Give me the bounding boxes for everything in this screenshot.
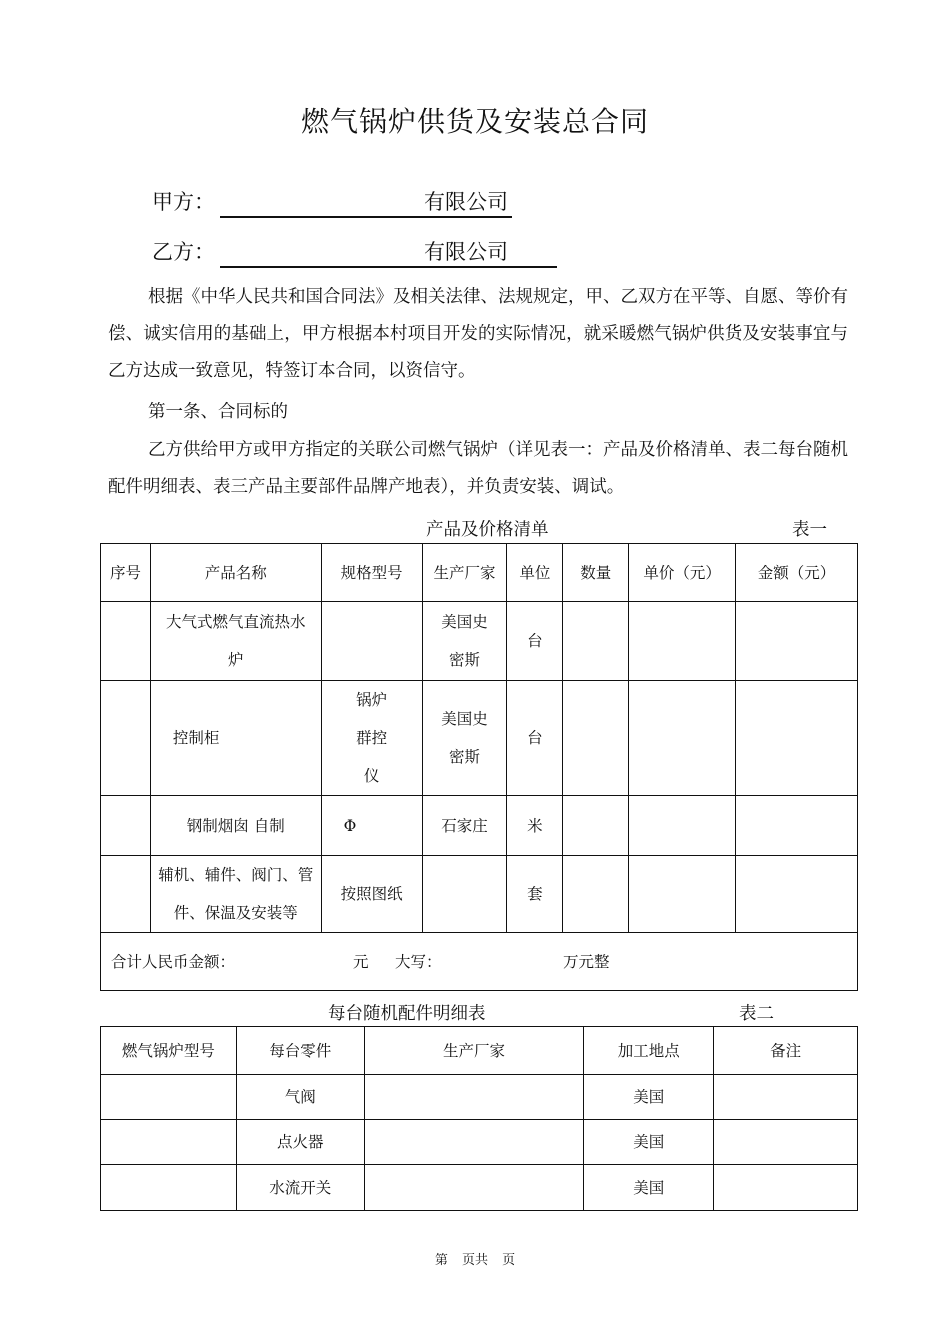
unit-price-cell [629, 856, 736, 933]
model-cell [321, 602, 422, 681]
intro-paragraph: 根据《中华人民共和国合同法》及相关法律、法规规定，甲、乙双方在平等、自愿、等价有偿、诚实信用的基础上，甲方根据本村项目开发的实际情况，就采暖燃气锅炉供货及安装事宜与乙方达成一致意见，特签订本合同，以资信守。 [108, 287, 848, 381]
part-cell: 水流开关 [236, 1165, 364, 1211]
row-number-cell [101, 856, 151, 933]
amount-cell [736, 856, 858, 933]
model-cell: Φ [321, 796, 422, 856]
boiler-model-cell [101, 1165, 237, 1211]
table1-header-cell: 产品名称 [150, 544, 321, 602]
model-cell: 按照图纸 [321, 856, 422, 933]
party-a-company: 有限公司 [424, 190, 508, 214]
amount-cell [736, 602, 858, 681]
table2-header-cell: 加工地点 [584, 1027, 714, 1075]
table-row [101, 602, 858, 681]
row-number-cell [101, 796, 151, 856]
note-cell [714, 1075, 858, 1120]
maker-cell [364, 1120, 584, 1165]
article1-paragraph: 乙方供给甲方或甲方指定的关联公司燃气锅炉（详见表一：产品及价格清单、表二每台随机配件明细表、表三产品主要部件品牌产地表），并负责安装、调试。 [108, 440, 848, 497]
table1-header-row [101, 544, 858, 602]
quantity-cell [563, 856, 629, 933]
place-cell: 美国 [584, 1120, 714, 1165]
party-b-label: 乙方： [152, 240, 215, 264]
party-b-company: 有限公司 [424, 240, 508, 264]
unit-price-cell [629, 796, 736, 856]
table2-header-cell: 生产厂家 [364, 1027, 584, 1075]
total-capital-label: 大写： [395, 953, 442, 971]
unit-price-cell [629, 602, 736, 681]
amount-cell [736, 681, 858, 796]
table1-total-row [101, 933, 858, 991]
total-cell [101, 933, 858, 991]
row-number-cell [101, 681, 151, 796]
row-number-cell [101, 602, 151, 681]
table1-header-cell: 规格型号 [321, 544, 422, 602]
unit-price-cell [629, 681, 736, 796]
price-list-table [100, 543, 858, 991]
table1-header-cell: 生产厂家 [422, 544, 507, 602]
party-a-label: 甲方： [152, 190, 215, 214]
table1-header-cell: 单价（元） [629, 544, 736, 602]
table-row [101, 796, 858, 856]
place-cell: 美国 [584, 1075, 714, 1120]
table-row [101, 1165, 858, 1211]
part-cell: 气阀 [236, 1075, 364, 1120]
quantity-cell [563, 602, 629, 681]
table2-header-row [101, 1027, 858, 1075]
unit-cell: 台 [507, 602, 563, 681]
maker-cell: 美国史密斯 [422, 681, 507, 796]
table1-header-cell: 金额（元） [736, 544, 858, 602]
unit-cell: 套 [507, 856, 563, 933]
product-name-cell: 钢制烟囱 自制 [150, 796, 321, 856]
maker-cell [422, 856, 507, 933]
product-name-cell: 控制柜 [150, 681, 321, 796]
article1-heading: 第一条、合同标的 [148, 402, 288, 422]
unit-cell: 台 [507, 681, 563, 796]
boiler-model-cell [101, 1075, 237, 1120]
model-cell: 锅炉群控仪 [321, 681, 422, 796]
boiler-model-cell [101, 1120, 237, 1165]
table-row [101, 681, 858, 796]
note-cell [714, 1165, 858, 1211]
accessory-table [100, 1026, 858, 1211]
table1-header-cell: 单位 [507, 544, 563, 602]
table-row [101, 856, 858, 933]
table1-caption: 产品及价格清单 [426, 520, 549, 540]
quantity-cell [563, 796, 629, 856]
product-name-cell: 辅机、辅件、阀门、管件、保温及安装等 [150, 856, 321, 933]
part-cell: 点火器 [236, 1120, 364, 1165]
table1-header-cell: 数量 [563, 544, 629, 602]
table-row [101, 1075, 858, 1120]
table2-header-cell: 燃气锅炉型号 [101, 1027, 237, 1075]
table-row [101, 1120, 858, 1165]
table1-header-cell: 序号 [101, 544, 151, 602]
maker-cell [364, 1165, 584, 1211]
table2-header-cell: 每台零件 [236, 1027, 364, 1075]
document-title: 燃气锅炉供货及安装总合同 [300, 105, 649, 138]
total-suffix: 万元整 [563, 953, 610, 971]
page-number: 第 页共 页 [434, 1253, 516, 1268]
quantity-cell [563, 681, 629, 796]
note-cell [714, 1120, 858, 1165]
table2-label: 表二 [739, 1004, 774, 1024]
maker-cell: 石家庄 [422, 796, 507, 856]
unit-cell: 米 [507, 796, 563, 856]
table2-header-cell: 备注 [714, 1027, 858, 1075]
amount-cell [736, 796, 858, 856]
total-label: 合计人民币金额： [111, 953, 236, 971]
table1-label: 表一 [792, 520, 827, 540]
product-name-cell: 大气式燃气直流热水炉 [150, 602, 321, 681]
place-cell: 美国 [584, 1165, 714, 1211]
maker-cell: 美国史密斯 [422, 602, 507, 681]
table2-caption: 每台随机配件明细表 [328, 1004, 486, 1024]
maker-cell [364, 1075, 584, 1120]
total-yuan-label: 元 [353, 953, 369, 971]
